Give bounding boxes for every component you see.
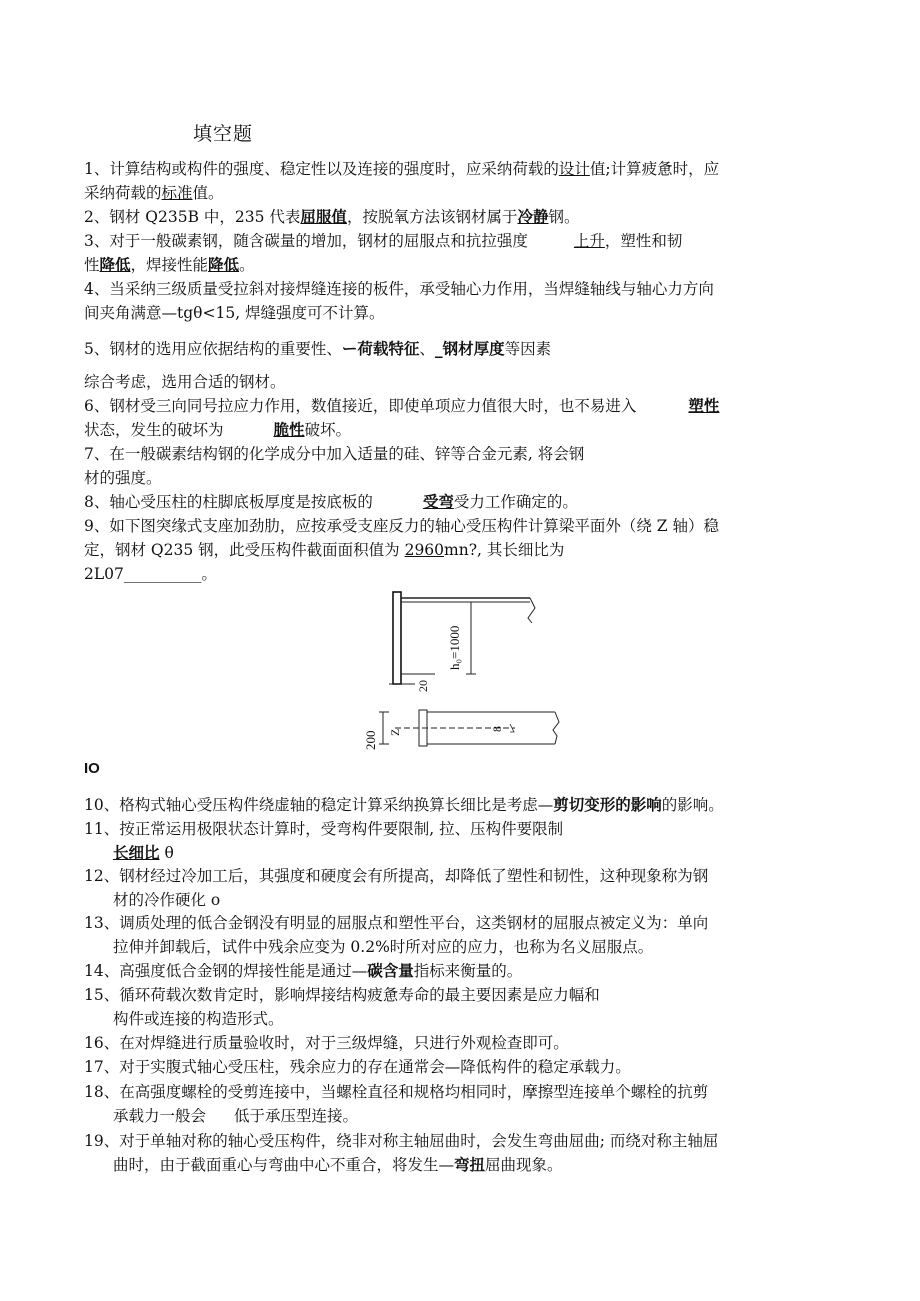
question-15-line-2: 构件或连接的构造形式。 [113,1010,284,1028]
z-axis-label: Z [388,728,402,736]
question-5-line-1: 5、钢材的选用应依据结构的重要性、ー荷载特征、_钢材厚度等因素 [84,339,552,358]
question-6-line-1: 6、钢材受三向同号拉应力作用，数值接近，即使单项应力值很大时，也不易进入 塑性 [84,396,720,415]
stiffener-support-figure [355,588,570,758]
question-19-line-1: 19、对于单轴对称的轴心受压构件，绕非对称主轴屈曲时，会发生弯曲屈曲; 而绕对称主轴屈 [84,1132,719,1150]
question-3-line-2: 性降低，焊接性能降低。 [84,255,255,274]
question-11-line-1: 11、按正常运用极限状态计算时，受弯构件要限制, 拉、压构件要限制 [84,820,564,838]
label-200: 200 [363,730,378,750]
question-13-line-2: 拉伸并卸载后，试件中残余应变为 0.2%时所对应的应力，也称为名义屈服点。 [113,938,654,956]
h0-label: h₀=1000 [447,625,462,670]
question-13-line-1: 13、调质处理的低合金钢没有明显的屈服点和塑性平台，这类钢材的屈服点被定义为：单向 [84,914,709,932]
question-2: 2、钢材 Q235B 中，235 代表屈服值，按脱氧方法该钢材属于冷静钢。 [84,207,580,226]
label-20: 20 [416,680,430,692]
question-10: 10、格构式轴心受压构件绕虚轴的稳定计算采纳换算长细比是考虑—剪切变形的影响的影响。 [84,795,724,814]
question-3-line-1: 3、对于一般碳素钢，随含碳量的增加，钢材的屈服点和抗拉强度 上升，塑性和韧 [84,232,683,250]
label-8: 8 [490,726,504,732]
question-14: 14、高强度低合金钢的焊接性能是通过—碳含量指标来衡量的。 [84,961,523,980]
question-9-line-3: 2L07__________。 [84,565,217,583]
question-6-line-2: 状态，发生的破坏为 脆性破坏。 [84,420,352,439]
question-5-line-2: 综合考虑，选用合适的钢材。 [84,373,286,391]
question-15-line-1: 15、循环荷载次数肯定时，影响焊接结构疲惫寿命的最主要因素是应力幅和 [84,986,600,1004]
question-12-line-1: 12、钢材经过冷加工后，其强度和硬度会有所提高，却降低了塑性和韧性，这种现象称为钢 [84,867,709,885]
question-18-line-1: 18、在高强度螺栓的受剪连接中，当螺栓直径和规格均相同时，摩擦型连接单个螺栓的抗剪 [84,1083,709,1101]
question-9-line-1: 9、如下图突缘式支座加劲肋，应按承受支座反力的轴心受压构件计算梁平面外（绕 Z 轴）稳 [84,517,719,535]
page-title: 填空题 [193,123,254,145]
question-4-line-2: 间夹角满意—tgθ<15, 焊缝强度可不计算。 [84,304,385,322]
question-7-line-2: 材的强度。 [84,469,162,487]
question-18-line-2: 承载力一般会 低于承压型连接。 [113,1107,359,1125]
flange-plate [393,592,401,684]
question-11-line-2: 长细比 θ [113,843,174,862]
question-8: 8、轴心受压柱的柱脚底板厚度是按底板的 受弯受力工作确定的。 [84,492,578,511]
question-12-line-2: 材的冷作硬化 o [113,891,221,909]
question-17: 17、对于实腹式轴心受压柱，残余应力的存在通常会—降低构件的稳定承载力。 [84,1058,631,1076]
question-16: 16、在对焊缝进行质量验收时，对于三级焊缝，只进行外观检查即可。 [84,1034,569,1052]
question-7-line-1: 7、在一般碳素结构钢的化学成分中加入适量的硅、锌等合金元素, 将会钢 [84,445,585,463]
question-4-line-1: 4、当采纳三级质量受拉斜对接焊缝连接的板件，承受轴心力作用，当焊缝轴线与轴心力方向 [84,280,714,298]
question-9-line-2: 定，钢材 Q235 钢，此受压构件截面面积值为 2960mn?, 其长细比为 [84,541,565,559]
question-1-line-2: 采纳荷载的标准值。 [84,184,224,202]
stray-text-io: IO [84,760,100,777]
question-1-line-1: 1、计算结构或构件的强度、稳定性以及连接的强度时，应采纳荷载的设计值;计算疲惫时，应 [84,160,720,178]
question-19-line-2: 曲时，由于截面重心与弯曲中心不重合，将发生—弯扭屈曲现象。 [113,1155,563,1174]
